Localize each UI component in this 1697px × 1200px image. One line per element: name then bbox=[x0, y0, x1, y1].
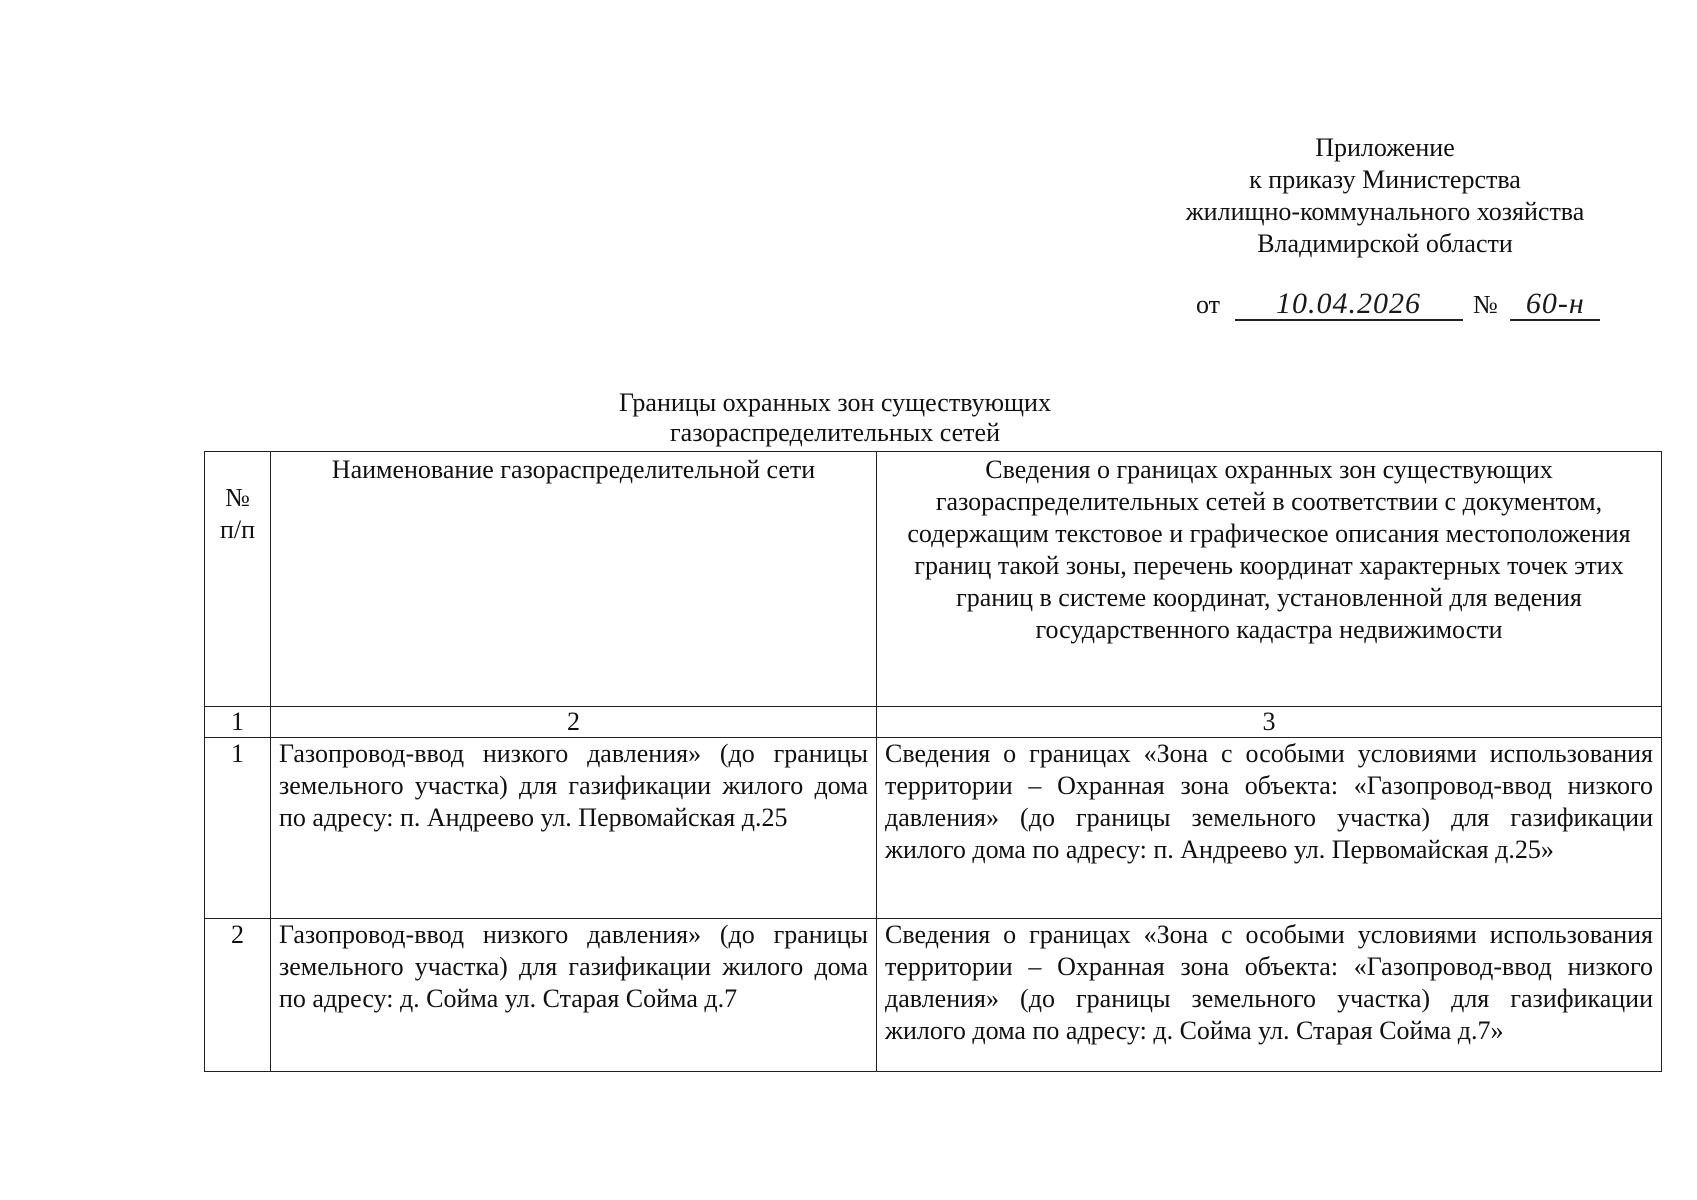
document-title bbox=[204, 388, 1466, 448]
row-zone-info: Сведения о границах «Зона с особыми условиями использования территории – Охранная зона объекта: «Газопровод-ввод низкого давления» (до границы земельного участка) для газификации жилого дома по адресу: п. Андреево ул. Первомайская д.25» bbox=[877, 738, 1662, 919]
document-title-line2: газораспределительных сетей bbox=[669, 418, 1000, 447]
header-network-name: Наименование газораспределительной сети bbox=[271, 452, 877, 707]
order-line bbox=[1196, 288, 1600, 322]
row-number: 2 bbox=[205, 919, 271, 1072]
header-number: № п/п bbox=[205, 452, 271, 707]
order-date: 10.04.2026 bbox=[1235, 289, 1463, 321]
header-zone-info: Сведения о границах охранных зон существующих газораспределительных сетей в соответствии с документом, содержащим текстовое и графическое описания местоположения границ такой зоны, перечень координат характерных точек этих границ в системе координат, установленной для ведения государственного кадастра недвижимости bbox=[877, 452, 1662, 707]
row-network-name: Газопровод-ввод низкого давления» (до границы земельного участка) для газификации жилого дома по адресу: п. Андреево ул. Первомайская д.25 bbox=[271, 738, 877, 919]
document-title-line1: Границы охранных зон существующих bbox=[619, 388, 1051, 417]
order-number-label: № bbox=[1473, 290, 1498, 319]
appendix-region: Владимирской области bbox=[1257, 229, 1513, 258]
table-row bbox=[205, 919, 1662, 1072]
index-cell-1: 1 bbox=[205, 707, 271, 738]
index-cell-3: 3 bbox=[877, 707, 1662, 738]
protection-zones-table bbox=[204, 451, 1662, 1072]
table-index-row bbox=[205, 707, 1662, 738]
index-cell-2: 2 bbox=[271, 707, 877, 738]
row-network-name: Газопровод-ввод низкого давления» (до границы земельного участка) для газификации жилого дома по адресу: д. Сойма ул. Старая Сойма д.7 bbox=[271, 919, 877, 1072]
table-header-row bbox=[205, 452, 1662, 707]
appendix-order-ref: к приказу Министерства bbox=[1249, 165, 1521, 194]
table-row bbox=[205, 738, 1662, 919]
row-number: 1 bbox=[205, 738, 271, 919]
order-from-label: от bbox=[1196, 290, 1221, 319]
appendix-ministry: жилищно-коммунального хозяйства bbox=[1185, 197, 1585, 226]
order-number: 60-н bbox=[1510, 289, 1600, 321]
row-zone-info: Сведения о границах «Зона с особыми условиями использования территории – Охранная зона объекта: «Газопровод-ввод низкого давления» (до границы земельного участка) для газификации жилого дома по адресу: д. Сойма ул. Старая Сойма д.7» bbox=[877, 919, 1662, 1072]
appendix-label: Приложение bbox=[1315, 133, 1455, 162]
appendix-header bbox=[1140, 132, 1630, 260]
